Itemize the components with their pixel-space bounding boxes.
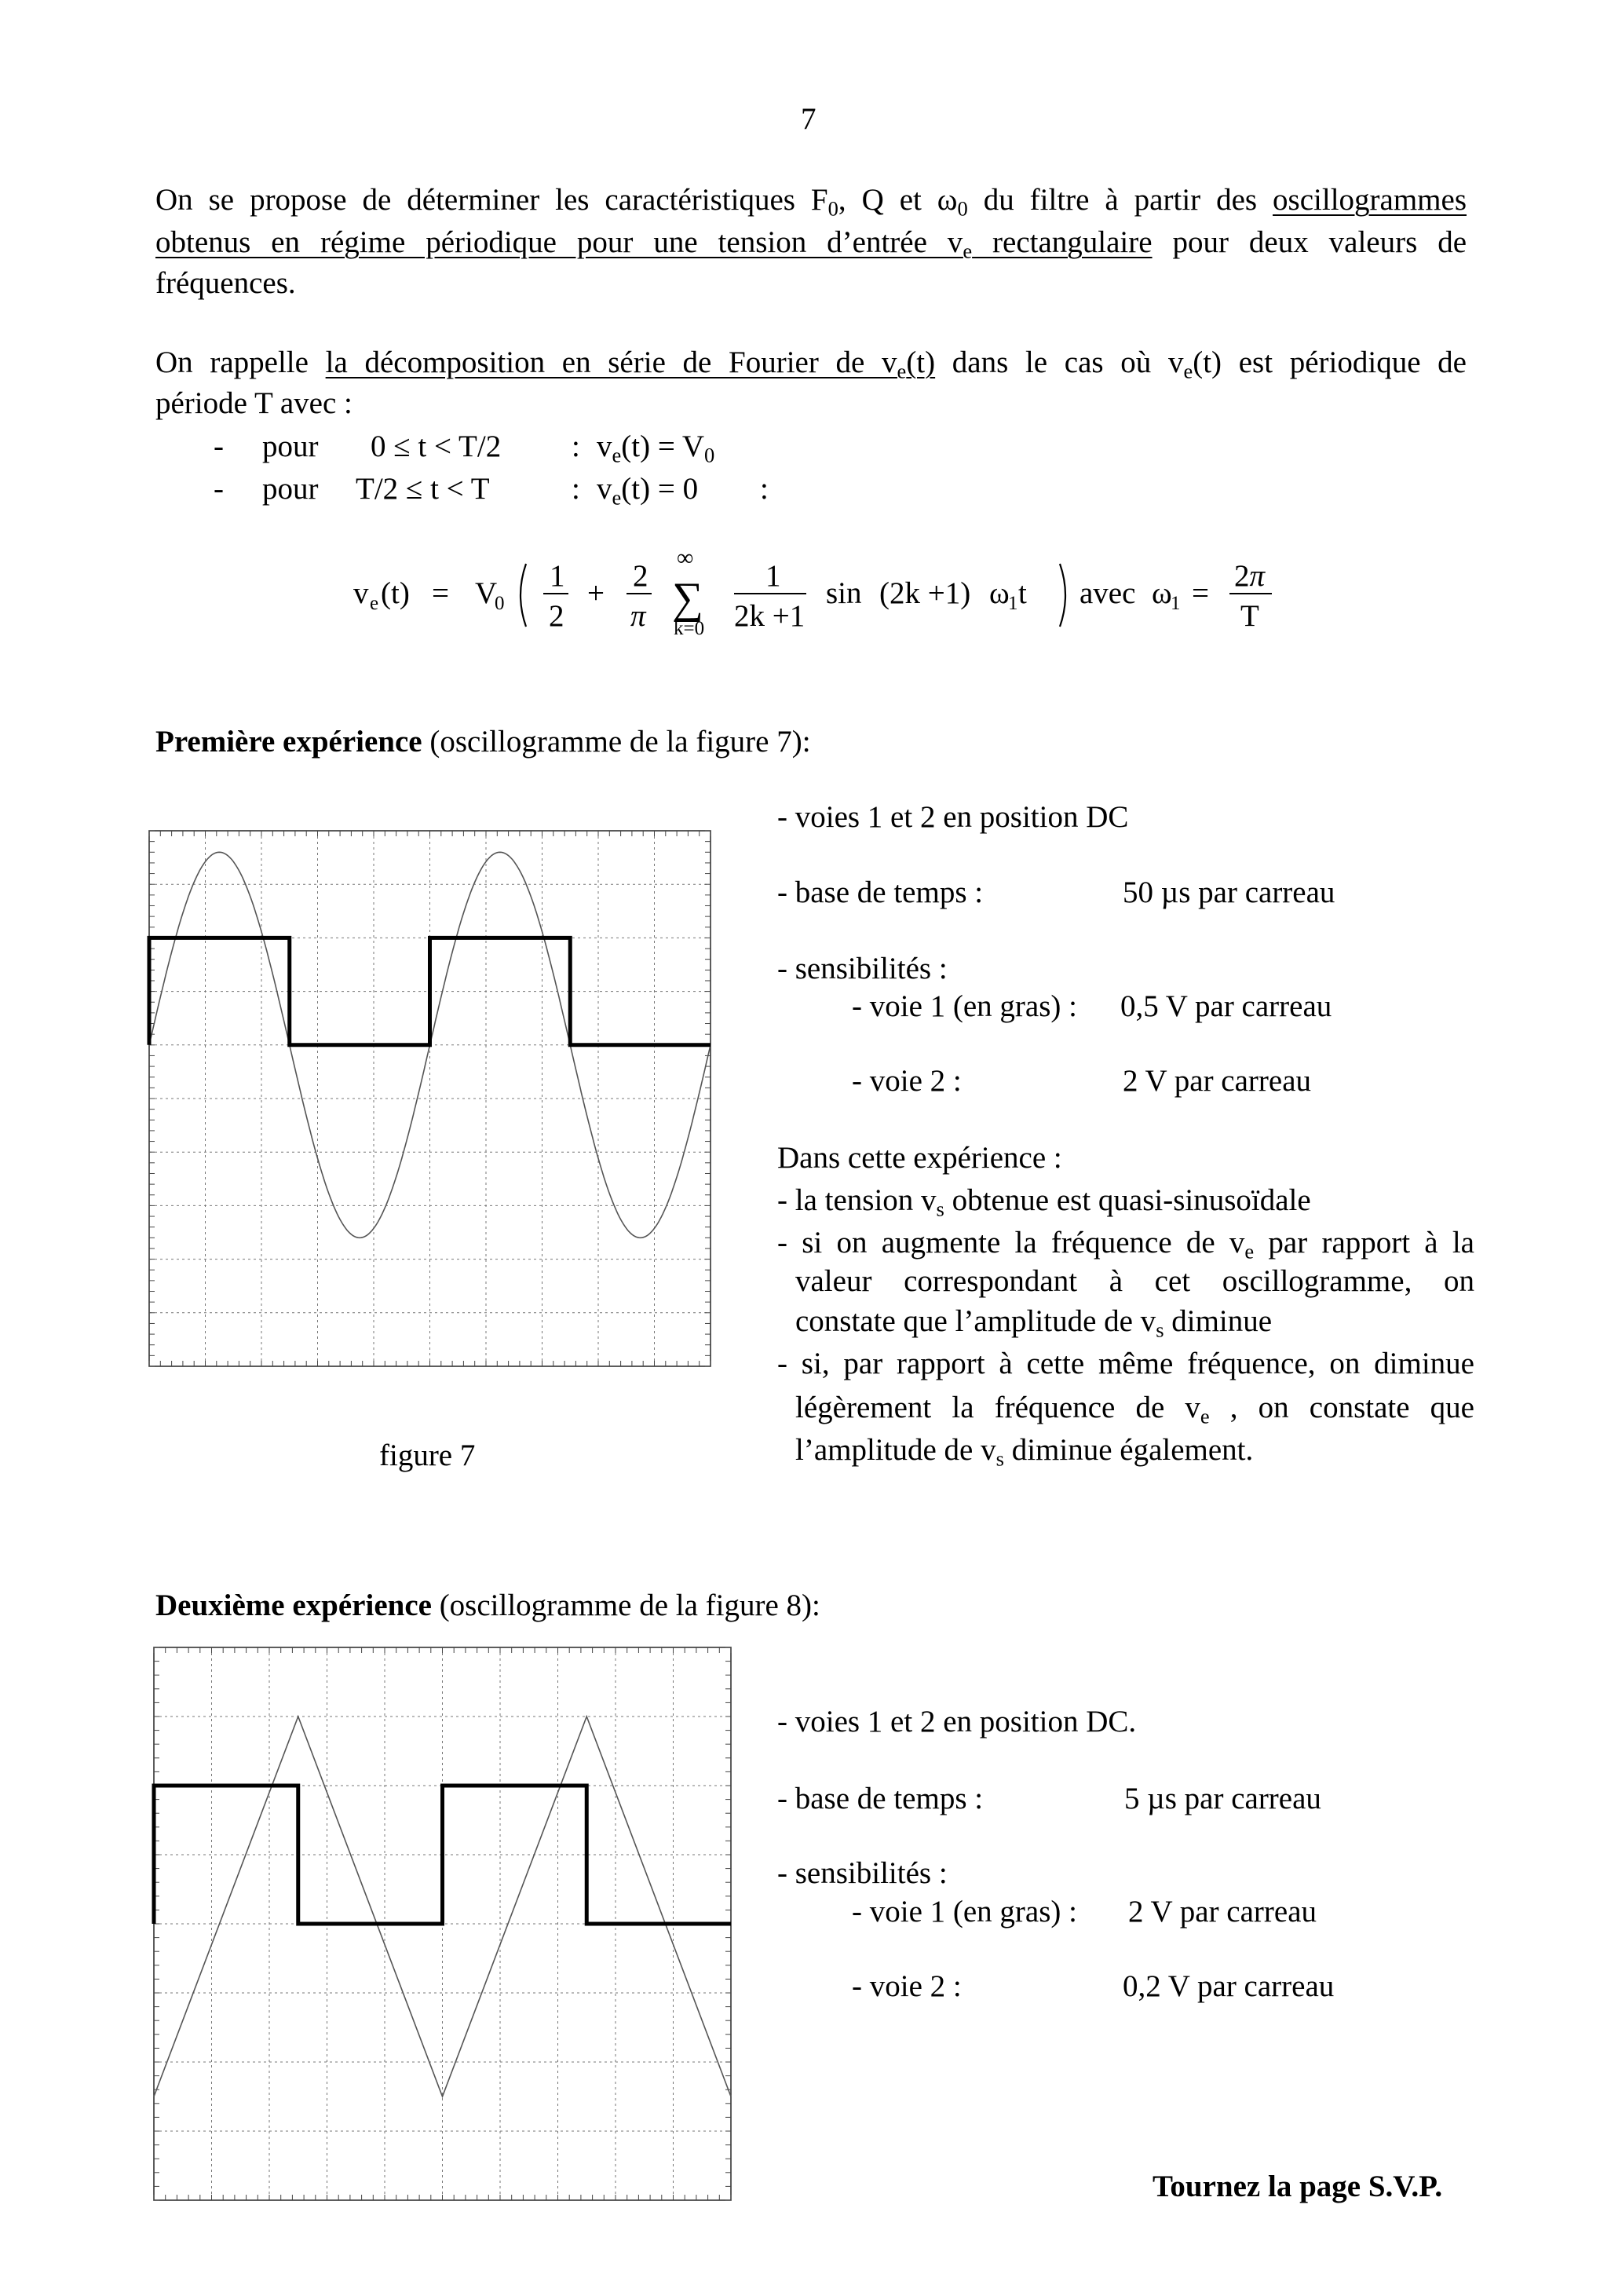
case2-dash: -: [214, 472, 224, 506]
formula-eq2: =: [1192, 576, 1209, 610]
case2-end: :: [760, 472, 769, 506]
formula-omega: ω: [989, 576, 1010, 610]
formula-2pi-num: 2: [633, 559, 648, 593]
case1-colon: :: [572, 430, 580, 463]
formula-frac-num: 1: [765, 559, 781, 593]
exp2-v1-value: 2 V par carreau: [1128, 1895, 1317, 1929]
case2-colon: :: [572, 472, 580, 506]
formula-sin: sin: [826, 576, 862, 610]
exp2-sens-label: - sensibilités :: [777, 1856, 948, 1890]
exp2-base-value: 5 µs par carreau: [1124, 1782, 1321, 1815]
case1-expr: $v_e(t) = V_0$: [597, 430, 715, 467]
exp1-base-label: - base de temps :: [777, 876, 984, 909]
formula-lhs-e: e: [370, 593, 379, 614]
formula-half-num: 1: [550, 559, 565, 593]
formula-omega1-sub: 1: [1171, 593, 1181, 614]
page-number: 7: [801, 102, 816, 136]
formula-lhs-t: (t): [381, 576, 410, 610]
exp1-obs1: - la tension $v_s$ obtenue est quasi-sinusoïdale: [777, 1183, 1311, 1221]
exp1-obs3-l1: - si, par rapport à cette même fréquence, on diminue: [777, 1347, 1474, 1380]
fourier-formula: [330, 542, 1303, 652]
exp2-v1-label: - voie 1 (en gras) :: [852, 1895, 1077, 1929]
formula-omega1: ω: [1152, 576, 1172, 610]
case2-range: T/2 ≤ t < T: [356, 472, 490, 506]
turn-page-footer: Tournez la page S.V.P.: [1153, 2170, 1443, 2203]
formula-half-den: 2: [549, 599, 564, 633]
exp1-base-value: 50 µs par carreau: [1123, 876, 1335, 909]
fourier-line-1: On rappelle la décomposition en série de Fourier de $v_e(t)$ dans le cas où $v_e(t)$ est périodique de: [155, 345, 1467, 383]
case1-pour: pour: [262, 430, 319, 463]
intro-line-1: On se propose de déterminer les caractéristiques $F_0$, Q et $\omega_0$ du filtre à partir des oscillogrammes: [155, 183, 1467, 221]
exp2-v2-label: - voie 2 :: [852, 1969, 962, 2003]
case1-range: 0 ≤ t < T/2: [371, 430, 502, 463]
formula-big-lparen: [521, 564, 526, 627]
case1-dash: -: [214, 430, 224, 463]
exp2-v2-value: 0,2 V par carreau: [1123, 1969, 1335, 2003]
formula-arg: (2k +1): [879, 576, 971, 610]
exp1-obs2-l2: valeur correspondant à cet oscillogramme, on: [795, 1264, 1474, 1298]
exp1-title: Première expérience (oscillogramme de la figure 7):: [155, 725, 811, 759]
oscillogram-figure-8: [149, 1641, 738, 2222]
exp1-v2-label: - voie 2 :: [852, 1064, 962, 1098]
exp1-obs2-l3: constate que l’amplitude de $v_s$ diminue: [795, 1304, 1273, 1342]
formula-infinity: ∞: [677, 545, 694, 571]
exp1-obs-title: Dans cette expérience :: [777, 1141, 1062, 1175]
case2-pour: pour: [262, 472, 319, 506]
exp2-voies: - voies 1 et 2 en position DC.: [777, 1705, 1137, 1738]
fig7-grid: [149, 831, 711, 1366]
formula-2pi-den: π: [630, 599, 646, 633]
figure-7-caption: figure 7: [379, 1439, 476, 1472]
formula-2pi-top: 2π: [1234, 559, 1266, 593]
exp1-v1-label: - voie 1 (en gras) :: [852, 989, 1077, 1023]
exp1-sens-label: - sensibilités :: [777, 952, 948, 985]
formula-lhs-v: v: [353, 576, 369, 610]
formula-big-rparen: [1060, 564, 1065, 627]
formula-V: V: [475, 576, 498, 610]
formula-sigma: ∑: [672, 574, 703, 623]
intro-line-2: obtenus en régime périodique pour une tension d’entrée $v_e$ rectangulaire pour deux valeurs de: [155, 225, 1467, 263]
formula-T: T: [1240, 599, 1259, 633]
formula-V-sub: 0: [495, 593, 505, 614]
formula-eq: =: [432, 576, 449, 610]
exp1-obs2-l1: - si on augmente la fréquence de $v_e$ par rapport à la: [777, 1226, 1474, 1263]
formula-avec: avec: [1080, 576, 1136, 610]
formula-frac-den: 2k +1: [734, 599, 806, 633]
exp2-title: Deuxième expérience (oscillogramme de la figure 8):: [155, 1589, 820, 1622]
intro-line-3: fréquences.: [155, 266, 296, 300]
exp1-v1-value: 0,5 V par carreau: [1120, 989, 1332, 1023]
formula-k0: k=0: [674, 618, 705, 639]
formula-plus: +: [587, 576, 605, 610]
exp1-obs3-l3: l’amplitude de $v_s$ diminue également.: [795, 1433, 1254, 1471]
exp1-obs3-l2: légèrement la fréquence de $v_e$ , on constate que: [795, 1391, 1474, 1428]
exp1-voies: - voies 1 et 2 en position DC: [777, 800, 1129, 834]
formula-t: t: [1018, 576, 1027, 610]
fourier-line-2: période T avec :: [155, 386, 353, 420]
formula-omega-sub: 1: [1008, 593, 1018, 614]
oscillogram-figure-7: [145, 824, 718, 1374]
exp1-v2-value: 2 V par carreau: [1123, 1064, 1312, 1098]
exp2-base-label: - base de temps :: [777, 1782, 984, 1815]
case2-expr: $v_e(t) = 0$: [597, 472, 699, 510]
